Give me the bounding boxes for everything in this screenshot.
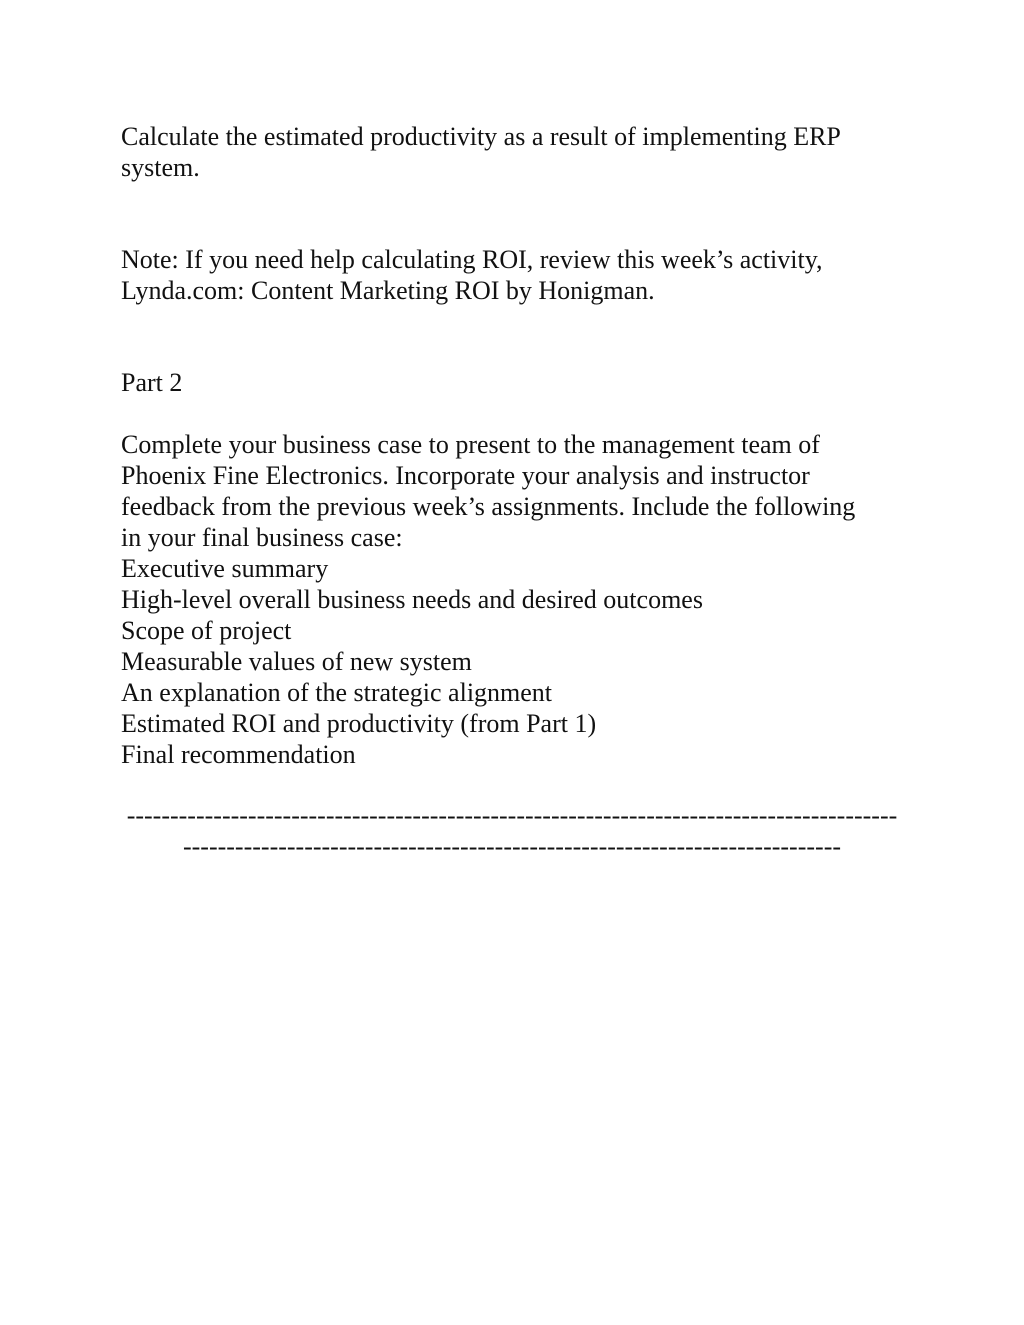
list-item-business-needs: High-level overall business needs and desired outcomes <box>121 585 703 614</box>
list-item-measurable-values: Measurable values of new system <box>121 647 472 676</box>
intro-line-1: Calculate the estimated productivity as a result of implementing ERP <box>121 122 841 151</box>
list-item-roi-productivity: Estimated ROI and productivity (from Part 1) <box>121 709 597 738</box>
part2-paragraph-line-1: Complete your business case to present to the management team of <box>121 430 820 459</box>
list-item-scope: Scope of project <box>121 616 292 645</box>
list-item-executive-summary: Executive summary <box>121 554 329 583</box>
separator-line-1: ----------------------------------------------------------------------------------------- <box>126 801 898 830</box>
note-line-2: Lynda.com: Content Marketing ROI by Honigman. <box>121 276 655 305</box>
separator-line-2: ---------------------------------------------------------------------------- <box>182 832 842 861</box>
part2-paragraph-line-2: Phoenix Fine Electronics. Incorporate your analysis and instructor <box>121 461 810 490</box>
note-line-1: Note: If you need help calculating ROI, review this week’s activity, <box>121 245 823 274</box>
part2-heading: Part 2 <box>121 368 183 397</box>
intro-line-2: system. <box>121 153 200 182</box>
part2-paragraph-line-3: feedback from the previous week’s assignments. Include the following <box>121 492 856 521</box>
list-item-strategic-alignment: An explanation of the strategic alignment <box>121 678 553 707</box>
part2-paragraph-line-4: in your final business case: <box>121 523 403 552</box>
list-item-final-recommendation: Final recommendation <box>121 740 356 769</box>
